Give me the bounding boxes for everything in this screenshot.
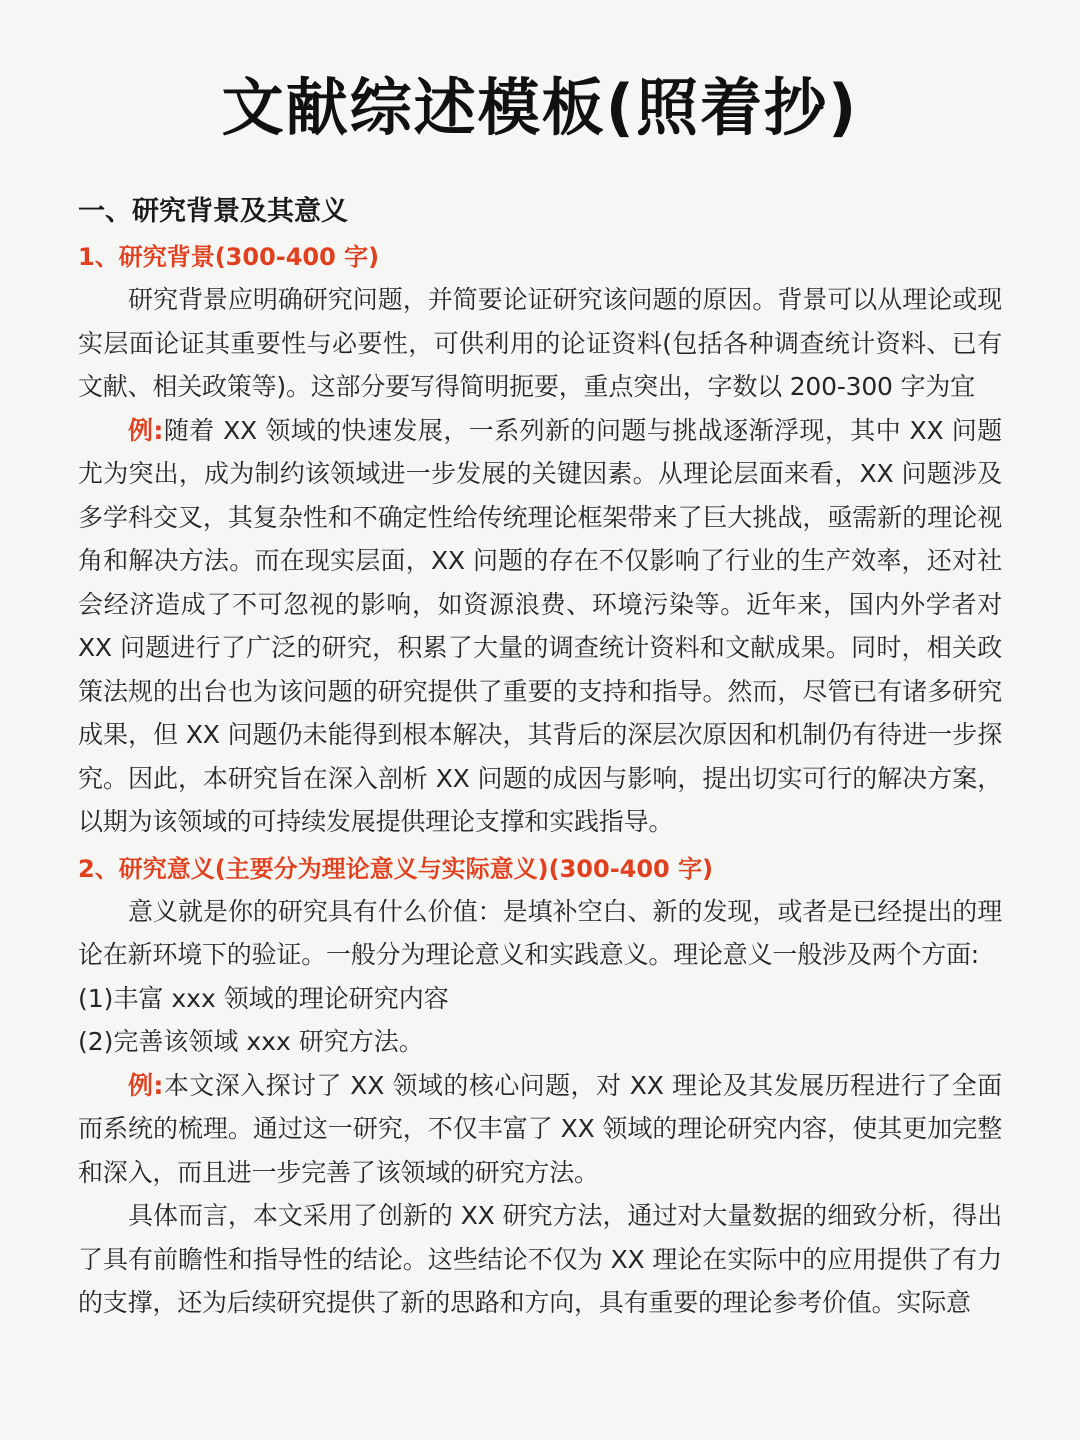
section-heading-background-significance: 一、研究背景及其意义 (78, 196, 348, 227)
example-label: 例: (128, 415, 164, 445)
significance-example-text: 本文深入探讨了 XX 领域的核心问题，对 XX 理论及其发展历程进行了全面而系统的梳理。通过这一研究，不仅丰富了 XX 领域的理论研究内容，使其更加完整和深入，而且进一步完善了该领域的研究方法。 (78, 1070, 1002, 1187)
list-item: (2)完善该领域 xxx 研究方法。 (78, 1027, 424, 1056)
page-title: 文献综述模板(照着抄) (221, 71, 859, 144)
subsection-heading-significance: 2、研究意义(主要分为理论意义与实际意义)(300-400 字) (78, 854, 714, 883)
example-label: 例: (128, 1070, 164, 1100)
background-example-paragraph (78, 409, 1002, 844)
subsection-heading-background: 1、研究背景(300-400 字) (78, 243, 380, 271)
background-example-text: 随着 XX 领域的快速发展，一系列新的问题与挑战逐渐浮现，其中 XX 问题尤为突出，成为制约该领域进一步发展的关键因素。从理论层面来看，XX 问题涉及多学科交叉，其复杂性和不确定性给传统理论框架带来了巨大挑战，亟需新的理论视角和解决方法。而在现实层面，XX 问题的存在不仅影响了行业的生产效率，还对社会经济造成了不可忽视的影响，如资源浪费、环境污染等。近年来，国内外学者对 XX 问题进行了广泛的研究，积累了大量的调查统计资料和文献成果。同时，相关政策法规的出台也为该问题的研究提供了重要的支持和指导。然而，尽管已有诸多研究成果，但 XX 问题仍未能得到根本解决，其背后的深层次原因和机制仍有待进一步探究。因此，本研究旨在深入剖析 XX 问题的成因与影响，提出切实可行的解决方案，以期为该领域的可持续发展提供理论支撑和实践指导。 (78, 415, 1002, 836)
significance-example-paragraph (78, 1064, 1002, 1195)
significance-intro-paragraph: 意义就是你的研究具有什么价值：是填补空白、新的发现，或者是已经提出的理论在新环境下的验证。一般分为理论意义和实践意义。理论意义一般涉及两个方面: (78, 896, 1002, 969)
background-intro-paragraph: 研究背景应明确研究问题，并简要论证研究该问题的原因。背景可以从理论或现实层面论证其重要性与必要性，可供利用的论证资料(包括各种调查统计资料、已有文献、相关政策等)。这部分要写得简明扼要，重点突出，字数以 200-300 字为宜 (78, 285, 1002, 401)
significance-detail-paragraph: 具体而言，本文采用了创新的 XX 研究方法，通过对大量数据的细致分析，得出了具有前瞻性和指导性的结论。这些结论不仅为 XX 理论在实际中的应用提供了有力的支撑，还为后续研究提供了新的思路和方向，具有重要的理论参考价值。实际意 (78, 1201, 1002, 1317)
list-item: (1)丰富 xxx 领域的理论研究内容 (78, 983, 449, 1013)
